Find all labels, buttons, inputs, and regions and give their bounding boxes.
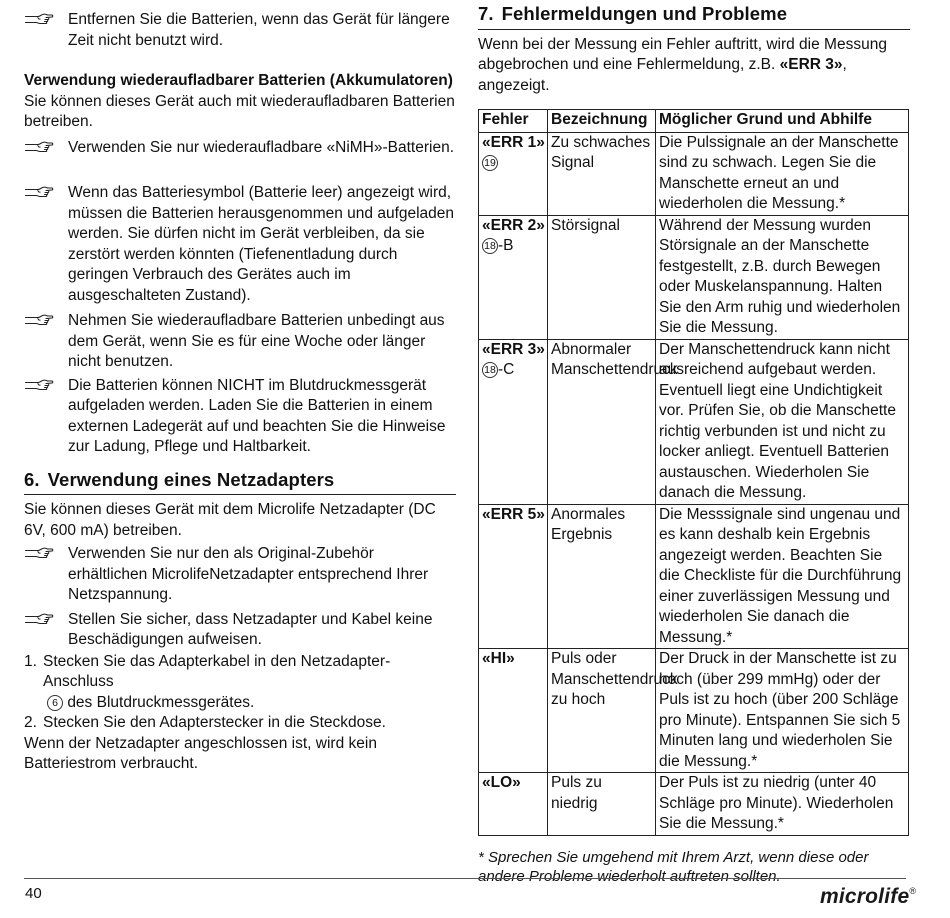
step-number: 2.: [24, 714, 37, 731]
error-code-cell: [479, 132, 548, 215]
pointing-hand-icon: [24, 377, 54, 395]
bullet-item: [24, 183, 456, 306]
bullet-item: [24, 544, 456, 606]
error-table: [478, 109, 909, 836]
reference-badge: 6: [47, 695, 63, 711]
error-name-cell: Störsignal: [548, 215, 656, 339]
reference-badge: 19: [482, 155, 498, 171]
pointing-hand-icon: [24, 312, 54, 330]
section-7-intro: Wenn bei der Messung ein Fehler auftritt, wird die Messung abgebrochen und eine Fehlermeldung, z.B. «ERR 3», angezeigt.: [478, 35, 887, 94]
error-name-cell: Abnormaler Manschettendruck: [548, 339, 656, 504]
step-text: Stecken Sie den Adapterstecker in die Steckdose.: [43, 714, 386, 731]
pointing-hand-icon: [24, 139, 54, 157]
pointing-hand-icon: [24, 545, 54, 563]
error-code-cell: [479, 215, 548, 339]
column-header: Möglicher Grund und Abhilfe: [656, 110, 909, 133]
footer-divider: [24, 878, 906, 879]
error-code-cell: [479, 773, 548, 836]
section-7-heading: [478, 4, 910, 30]
microlife-logo: microlife®: [820, 885, 917, 908]
error-code: «LO»: [482, 774, 521, 791]
table-row: [479, 504, 909, 649]
error-name-cell: Anormales Ergebnis: [548, 504, 656, 649]
section-6-outro: Wenn der Netzadapter angeschlossen ist, wird kein Batteriestrom verbraucht.: [24, 734, 377, 772]
bullet-text: Die Batterien können NICHT im Blutdruckmessgerät aufgeladen werden. Laden Sie die Batterien in einem externen Ladegerät auf und beachten Sie die Hinweise zur Ladung, Pflege und Haltbarkeit.: [68, 376, 446, 455]
step-number: 1.: [24, 652, 37, 670]
step-text: Stecken Sie das Adapterkabel in den Netzadapter-Anschluss 6 des Blutdruckmessgerätes.: [43, 652, 391, 711]
error-remedy-cell: Der Puls ist zu niedrig (unter 40 Schläge pro Minute). Wiederholen Sie die Messung.*: [656, 773, 909, 836]
error-name-cell: Zu schwaches Signal: [548, 132, 656, 215]
section-6-heading: [24, 470, 456, 496]
reference-badge: 18: [482, 362, 498, 378]
bullet-text: Wenn das Batteriesymbol (Batterie leer) angezeigt wird, müssen die Batterien herausgenommen und aufgeladen werden. Sie dürfen nicht im Gerät verbleiben, da sie zerstört werden könnten (Tiefenentladung durch geringen Verbrauch des Gerätes auch im ausgeschalteten Zustand).: [68, 184, 455, 304]
column-header: Fehler: [479, 110, 548, 133]
section-title: Fehlermeldungen und Probleme: [501, 3, 788, 24]
bullet-text: Stellen Sie sicher, dass Netzadapter und Kabel keine Beschädigungen aufweisen.: [68, 610, 433, 648]
section-title: Verwendung eines Netzadapters: [47, 468, 335, 490]
pointing-hand-icon: [24, 11, 54, 29]
column-header: Bezeichnung: [548, 110, 656, 133]
error-remedy-cell: Die Pulssignale an der Manschette sind zu schwach. Legen Sie die Manschette erneut an und wiederholen die Messung.*: [656, 132, 909, 215]
error-remedy-cell: Der Manschettendruck kann nicht ausreichend aufgebaut werden. Eventuell liegt eine Undichtigkeit vor. Prüfen Sie, ob die Manschette richtig verbunden ist und nicht zu locker anliegt. Eventuell Batterien austauschen. Wiederholen Sie danach die Messung.: [656, 339, 909, 504]
bullet-item: [24, 376, 456, 458]
error-code: «ERR 3»: [482, 340, 545, 358]
error-code: «ERR 2»: [482, 216, 545, 234]
table-row: [479, 773, 909, 836]
error-code-cell: [479, 504, 548, 649]
reference-suffix: -C: [498, 361, 515, 378]
rechargeable-intro: Sie können dieses Gerät auch mit wiederaufladbaren Batterien betreiben.: [24, 92, 455, 130]
footnote: * Sprechen Sie umgehend mit Ihrem Arzt, wenn diese oder andere Probleme wiederholt auftreten sollten.: [478, 848, 869, 885]
table-row: [479, 649, 909, 773]
rechargeable-heading: Verwendung wiederaufladbarer Batterien (Akkumulatoren): [24, 72, 453, 89]
error-remedy-cell: Die Messsignale sind ungenau und es kann deshalb kein Ergebnis angezeigt werden. Beachten Sie die Checkliste für die Durchführung einer zuverlässigen Messung und wiederholen Sie danach die Messung.*: [656, 504, 909, 649]
bullet-text: Verwenden Sie nur den als Original-Zubehör erhältlichen MicrolifeNetzadapter entsprechend Ihrer Netzspannung.: [68, 545, 429, 603]
figure-reference: [482, 360, 544, 381]
table-header-row: [479, 110, 909, 133]
bullet-item: [24, 610, 456, 651]
left-column: [24, 0, 456, 775]
pointing-hand-icon: [24, 184, 54, 202]
page-number: 40: [25, 885, 42, 902]
bullet-item: [24, 138, 456, 159]
error-code: «HI»: [482, 650, 515, 667]
reference-badge: 18: [482, 238, 498, 254]
table-row: [479, 215, 909, 339]
error-code-cell: [479, 339, 548, 504]
bullet-item: [24, 10, 456, 51]
error-code: «ERR 1»: [482, 133, 545, 151]
table-row: [479, 132, 909, 215]
bullet-text: Entfernen Sie die Batterien, wenn das Gerät für längere Zeit nicht benutzt wird.: [68, 11, 450, 49]
pointing-hand-icon: [24, 611, 54, 629]
section-6-intro: Sie können dieses Gerät mit dem Microlife Netzadapter (DC 6V, 600 mA) betreiben.: [24, 501, 436, 539]
right-column: [478, 0, 910, 886]
figure-reference: [482, 236, 544, 257]
reference-suffix: -B: [498, 237, 514, 254]
error-name-cell: Puls oder Manschettendruck zu hoch: [548, 649, 656, 773]
bullet-text: Verwenden Sie nur wiederaufladbare «NiMH»-Batterien.: [68, 138, 454, 156]
error-name-cell: Puls zu niedrig: [548, 773, 656, 836]
bullet-item: [24, 311, 456, 373]
bullet-text: Nehmen Sie wiederaufladbare Batterien unbedingt aus dem Gerät, wenn Sie es für eine Woche oder länger nicht benutzen.: [68, 312, 445, 370]
figure-reference: [482, 153, 544, 174]
step-item: [24, 652, 456, 714]
step-item: [24, 713, 456, 734]
section-number: 6.: [24, 468, 40, 490]
table-row: [479, 339, 909, 504]
error-code-cell: [479, 649, 548, 773]
error-remedy-cell: Während der Messung wurden Störsignale an der Manschette festgestellt, z.B. durch Bewegen oder Muskelanspannung. Halten Sie den Arm ruhig und wiederholen Sie die Messung.: [656, 215, 909, 339]
error-remedy-cell: Der Druck in der Manschette ist zu hoch (über 299 mmHg) oder der Puls ist zu hoch (über 200 Schläge pro Minute). Entspannen Sie sich 5 Minuten lang und wiederholen Sie die Messung.*: [656, 649, 909, 773]
section-number: 7.: [478, 3, 494, 24]
error-code: «ERR 5»: [482, 505, 545, 523]
